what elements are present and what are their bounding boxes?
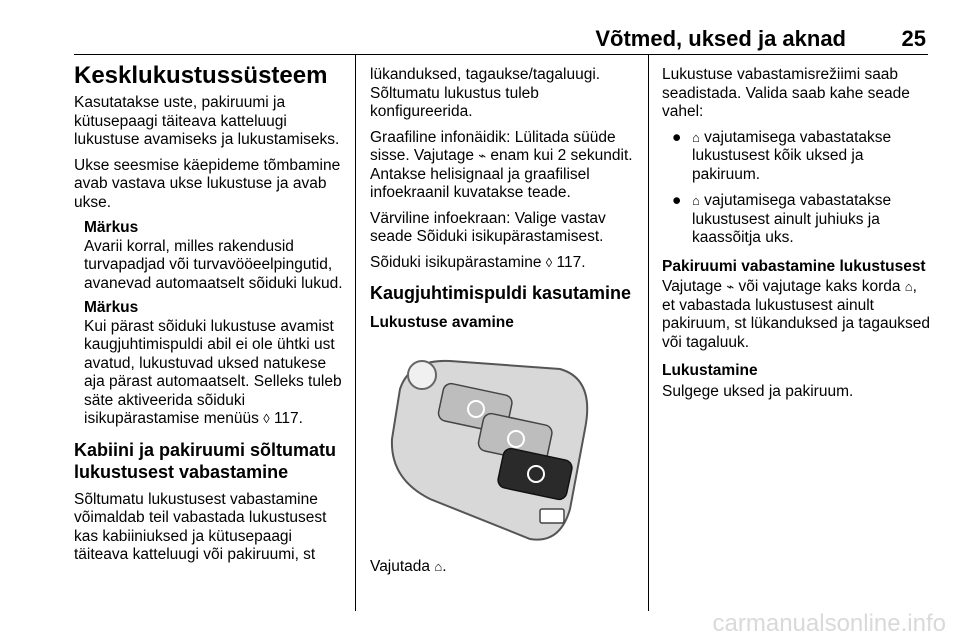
subsection-heading: Pakiruumi vabastamine lukustusest (662, 257, 926, 275)
column-divider-2 (648, 55, 649, 611)
page-ref-icon: ◊ (263, 411, 270, 426)
trunk-icon: ⌁ (478, 148, 487, 163)
page-ref[interactable]: 117. (556, 253, 586, 271)
unlock-icon: ⌂ (904, 279, 913, 294)
paragraph: lükanduksed, tagaukse/tagaluugi. Sõltumatu lukustus tuleb konfigureerida. (370, 66, 601, 120)
header-rule (74, 54, 928, 55)
bullet-icon: ● (672, 192, 682, 209)
remote-key-illustration (370, 349, 600, 549)
bullet-icon: ● (672, 128, 682, 146)
page-ref[interactable]: 117. (273, 410, 303, 427)
paragraph: Vajutage ⌁ või vajutage kaks korda ⌂, et vabastada lukustusest ainult pakiruum, st lükanduksed ja tagauksed või tagaluuk. (662, 278, 930, 351)
column-2 (370, 66, 638, 584)
page-ref-icon: ◊ (545, 254, 553, 270)
note-title: Märkus (84, 219, 139, 236)
column-divider-1 (355, 55, 356, 611)
unlock-icon: ⌂ (434, 559, 443, 574)
paragraph: Värviline infoekraan: Valige vastav seade Sõiduki isikupärastamisest. (370, 209, 606, 245)
chapter-title: Võtmed, uksed ja aknad (595, 26, 846, 51)
paragraph: Kasutatakse uste, pakiruumi ja kütusepaagi täiteava katteluugi lukustuse avamiseks ja lukustamiseks. (74, 94, 340, 148)
figure-caption: Vajutada ⌂. (370, 558, 447, 575)
paragraph: Sõiduki isikupärastamine ◊ 117. (370, 253, 586, 271)
page-header (74, 0, 928, 54)
page-number: 25 (901, 26, 926, 51)
note-text: Avarii korral, milles rakendusid turvapadjad või turvavööeelpingutid, avanevad automaatselt sõiduki lukud. (84, 237, 343, 292)
key-ring-cap (408, 361, 436, 389)
paragraph: Sõltumatu lukustusest vabastamine võimaldab teil vabastada lukustusest kas kabiiniuksed ja kütusepaagi täiteava katteluugi või pakiruumi, st (74, 490, 327, 563)
column-3 (662, 66, 930, 408)
unlock-icon: ⌂ (692, 129, 700, 145)
subsection-heading: Lukustamine (662, 362, 758, 379)
note-text: Kui pärast sõiduki lukustuse avamist kaugjuhtimispuldi abil ei ole ühtki ust avatud, lukustuvad uksed natukese aja pärast automaatselt. Selleks tuleb säte aktiveerida sõiduki isikupärastamise menüüs ◊ 117. (84, 317, 342, 427)
trunk-icon: ⌁ (726, 279, 735, 294)
unlock-icon: ⌂ (692, 193, 700, 208)
watermark: carmanualsonline.info (712, 610, 946, 637)
paragraph: Ukse seesmise käepideme tõmbamine avab vastava ukse lukustuse ja avab ukse. (74, 156, 341, 211)
note-box (84, 219, 344, 293)
list-item: ● ⌂ vajutamisega vabastatakse lukustusest kõik uksed ja pakiruum. (672, 128, 892, 183)
note-title: Märkus (84, 299, 139, 316)
column-1 (74, 62, 344, 572)
paragraph: Lukustuse vabastamisrežiimi saab seadistada. Valida saab kahe seade vahel: (662, 66, 910, 120)
key-slot (540, 509, 564, 523)
section-heading: Kaugjuhtimispuldi kasutamine (370, 283, 632, 303)
subsection-heading: Lukustuse avamine (370, 314, 514, 331)
paragraph: Graafiline infonäidik: Lülitada süüde sisse. Vajutage ⌁ enam kui 2 sekundit. Antakse helisignaal ja graafilisel infoekraanil kuvatakse teade. (370, 128, 633, 201)
section-heading: Kesklukustussüsteem (74, 62, 328, 89)
paragraph: Sulgege uksed ja pakiruum. (662, 382, 854, 400)
section-heading: Kabiini ja pakiruumi sõltumatu lukustusest vabastamine (74, 439, 337, 482)
note-box (84, 299, 344, 429)
list-item: ● ⌂ vajutamisega vabastatakse lukustusest ainult juhiuks ja kaassõitja uks. (672, 192, 892, 246)
